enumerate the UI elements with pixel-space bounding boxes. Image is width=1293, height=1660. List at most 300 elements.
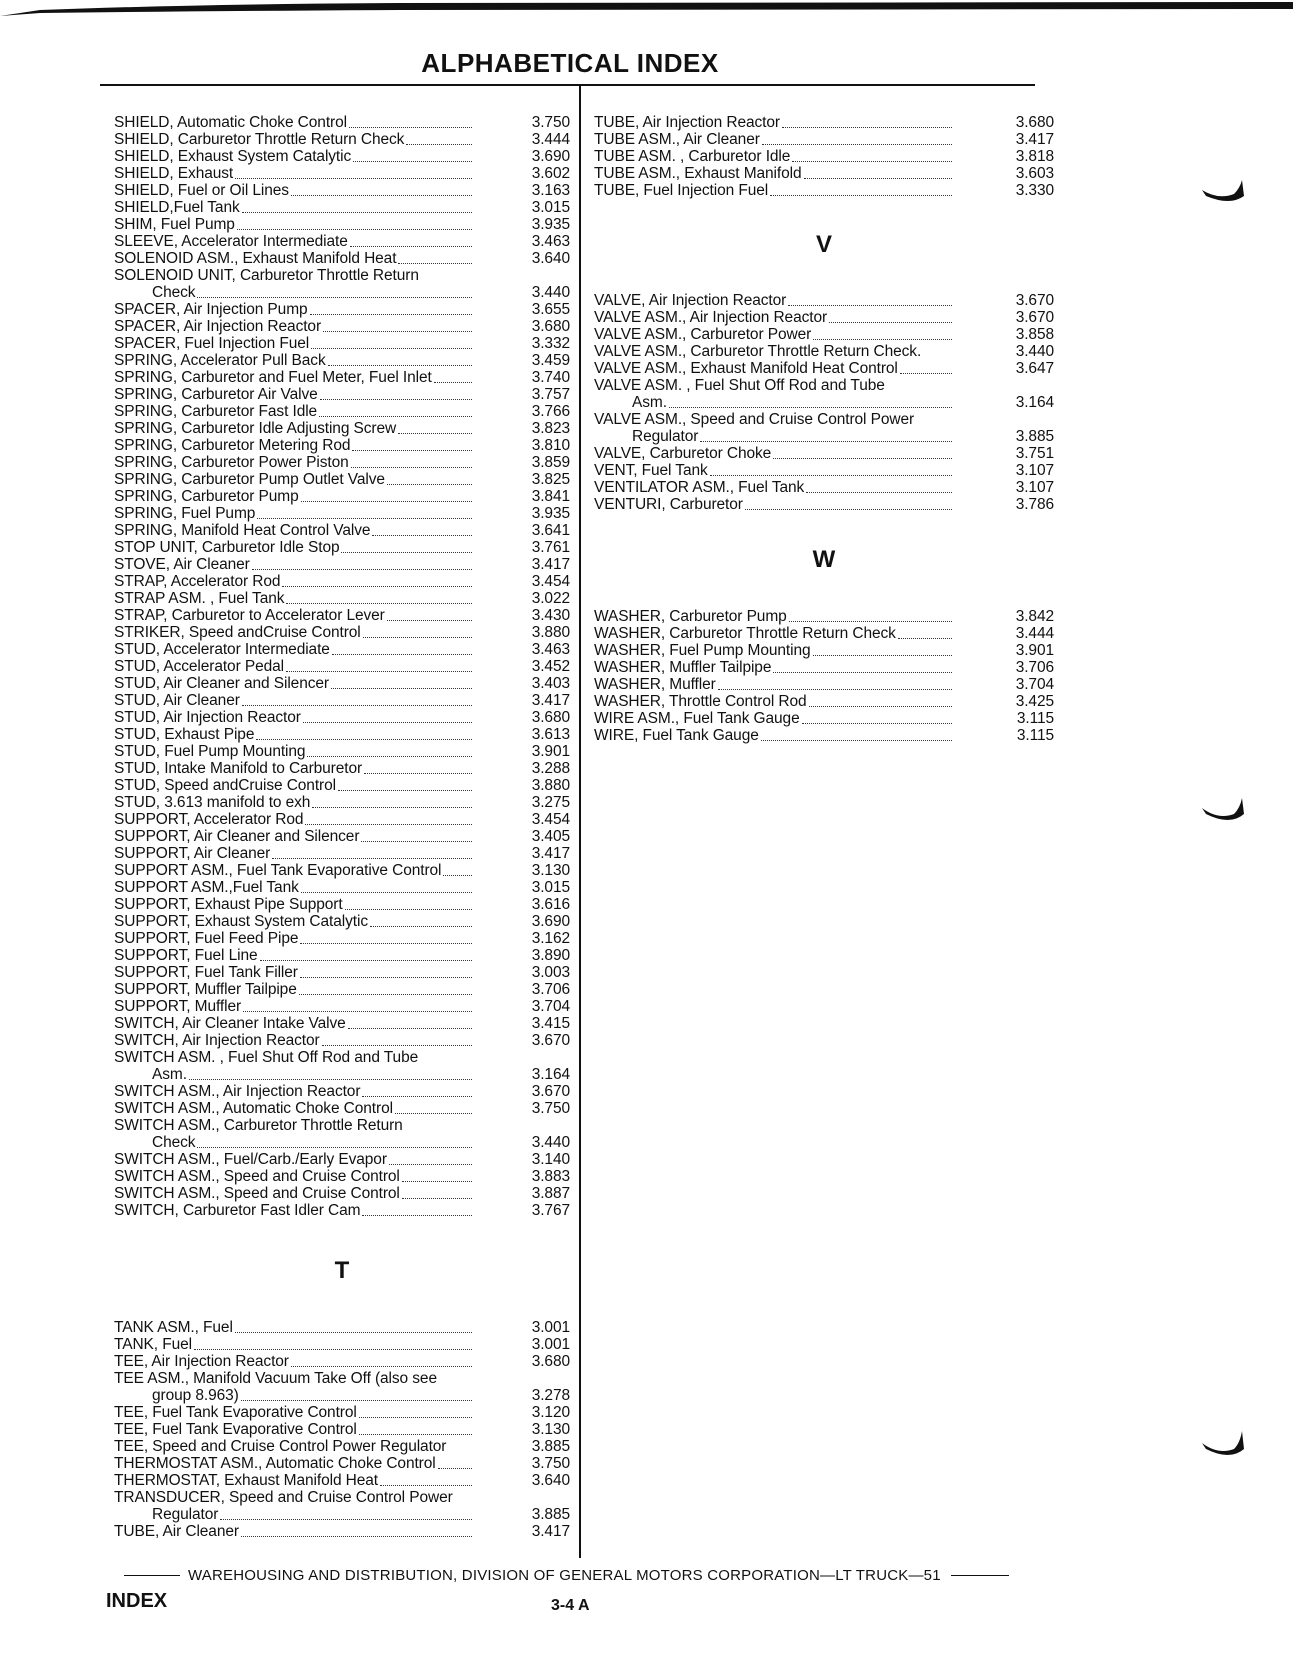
entry-page-ref: 3.415 xyxy=(531,1015,570,1032)
leader-dots xyxy=(364,772,472,774)
entry-page-ref: 3.670 xyxy=(1015,309,1054,326)
entry-name: STOP UNIT, Carburetor Idle Stop xyxy=(114,539,340,556)
entry-page-ref: 3.890 xyxy=(531,947,570,964)
entry-page-ref: 3.001 xyxy=(531,1336,570,1353)
leader-dots xyxy=(257,517,472,519)
index-entry xyxy=(114,794,570,811)
entry-name: STUD, Accelerator Pedal xyxy=(114,658,284,675)
index-entry xyxy=(594,411,1054,445)
leader-dots xyxy=(303,721,472,723)
index-entry xyxy=(594,148,1054,165)
leader-dots xyxy=(345,908,472,910)
entry-page-ref: 3.641 xyxy=(531,522,570,539)
entry-name: VENTURI, Carburetor xyxy=(594,496,743,513)
index-entry xyxy=(594,710,1054,727)
index-entry xyxy=(114,403,570,420)
entry-name: SPRING, Carburetor Power Piston xyxy=(114,454,349,471)
leader-dots xyxy=(331,687,472,689)
entry-page-ref: 3.417 xyxy=(531,692,570,709)
entry-name-wrap xyxy=(114,369,474,386)
entry-name: STUD, Accelerator Intermediate xyxy=(114,641,330,658)
entry-page-ref: 3.786 xyxy=(1015,496,1054,513)
entry-page-ref: 3.107 xyxy=(1015,479,1054,496)
leader-dots xyxy=(189,1078,472,1080)
entry-name-wrap xyxy=(594,676,954,693)
entry-name-wrap xyxy=(114,675,474,692)
entry-name-wrap xyxy=(114,114,474,131)
entry-name-wrap xyxy=(114,1421,474,1438)
leader-dots xyxy=(773,457,952,459)
entry-name: STRAP ASM. , Fuel Tank xyxy=(114,590,285,607)
entry-name-wrap xyxy=(114,811,474,828)
leader-dots xyxy=(353,160,472,162)
entry-name: SHIM, Fuel Pump xyxy=(114,216,235,233)
entry-page-ref: 3.115 xyxy=(1016,710,1054,727)
entry-name-continuation: Regulator xyxy=(632,428,699,445)
leader-dots xyxy=(669,406,952,408)
entry-name: SHIELD, Carburetor Throttle Return Check xyxy=(114,131,405,148)
entry-name: SPRING, Carburetor Fast Idle xyxy=(114,403,318,420)
entry-name: SUPPORT ASM.,Fuel Tank xyxy=(114,879,299,896)
entry-page-ref: 3.015 xyxy=(531,879,570,896)
entry-name-wrap xyxy=(114,845,474,862)
entry-name: STUD, Speed andCruise Control xyxy=(114,777,336,794)
entry-name-wrap xyxy=(114,1032,474,1049)
leader-dots xyxy=(762,143,952,145)
index-entry xyxy=(114,114,570,131)
index-entry xyxy=(114,709,570,726)
entry-name-wrap xyxy=(594,148,954,165)
leader-dots xyxy=(301,891,472,893)
page-title: ALPHABETICAL INDEX xyxy=(421,48,719,78)
leader-dots xyxy=(341,551,472,553)
index-entry xyxy=(114,879,570,896)
footer-index-label: INDEX xyxy=(106,1590,168,1612)
index-entry xyxy=(114,726,570,743)
entry-name: SHIELD, Exhaust xyxy=(114,165,234,182)
index-entry xyxy=(114,1472,570,1489)
entry-name: SUPPORT, Exhaust Pipe Support xyxy=(114,896,343,913)
entry-name: STUD, Fuel Pump Mounting xyxy=(114,743,306,760)
entry-page-ref: 3.647 xyxy=(1015,360,1054,377)
entry-page-ref: 3.859 xyxy=(531,454,570,471)
entry-name-wrap xyxy=(114,318,474,335)
entry-name: SHIELD, Fuel or Oil Lines xyxy=(114,182,289,199)
leader-dots xyxy=(320,398,472,400)
entry-name-continuation: Check xyxy=(152,284,196,301)
index-entry xyxy=(114,318,570,335)
entry-name-continuation: Asm. xyxy=(632,394,667,411)
index-entry xyxy=(114,488,570,505)
entry-name: TUBE ASM., Air Cleaner xyxy=(594,131,760,148)
entry-name: SHIELD, Automatic Choke Control xyxy=(114,114,347,131)
entry-name-wrap xyxy=(114,1049,474,1083)
leader-dots xyxy=(256,738,472,740)
entry-name: SOLENOID ASM., Exhaust Manifold Heat xyxy=(114,250,397,267)
entry-page-ref: 3.880 xyxy=(531,777,570,794)
entry-page-ref: 3.680 xyxy=(531,1353,570,1370)
index-entry xyxy=(594,693,1054,710)
leader-dots xyxy=(235,1331,472,1333)
entry-name-wrap xyxy=(114,1083,474,1100)
leader-dots xyxy=(362,1095,472,1097)
leader-dots xyxy=(220,1518,472,1520)
entry-page-ref: 3.162 xyxy=(531,930,570,947)
leader-dots xyxy=(898,637,952,639)
index-entry xyxy=(594,182,1054,199)
entry-name: SPRING, Carburetor and Fuel Meter, Fuel Inlet xyxy=(114,369,432,386)
entry-name: SPACER, Air Injection Reactor xyxy=(114,318,322,335)
index-entry xyxy=(114,1168,570,1185)
entry-name-wrap xyxy=(114,1015,474,1032)
entry-page-ref: 3.655 xyxy=(531,301,570,318)
entry-name-wrap xyxy=(114,913,474,930)
entry-page-ref: 3.690 xyxy=(531,148,570,165)
leader-dots xyxy=(829,321,952,323)
entry-page-ref: 3.613 xyxy=(531,726,570,743)
entry-page-ref: 3.454 xyxy=(531,573,570,590)
entry-page-ref: 3.444 xyxy=(1015,625,1054,642)
entry-name: TRANSDUCER, Speed and Cruise Control Power xyxy=(114,1489,453,1506)
entry-page-ref: 3.164 xyxy=(531,1066,570,1083)
entry-page-ref: 3.885 xyxy=(1015,428,1054,445)
w-entries-section xyxy=(594,608,1054,744)
entry-page-ref: 3.417 xyxy=(531,845,570,862)
entry-name: VALVE ASM., Speed and Cruise Control Power xyxy=(594,411,915,428)
entry-page-ref: 3.880 xyxy=(531,624,570,641)
leader-dots xyxy=(197,296,472,298)
entry-name-continuation: Regulator xyxy=(152,1506,219,1523)
entry-name-wrap xyxy=(114,471,474,488)
entry-page-ref: 3.440 xyxy=(531,284,570,301)
leader-dots xyxy=(900,372,952,374)
leader-dots xyxy=(322,1044,472,1046)
index-entry xyxy=(594,165,1054,182)
leader-dots xyxy=(307,755,472,757)
index-entry xyxy=(114,301,570,318)
entry-name: SUPPORT, Accelerator Rod xyxy=(114,811,304,828)
index-entry xyxy=(114,352,570,369)
entry-name-wrap xyxy=(114,896,474,913)
entry-name: TEE ASM., Manifold Vacuum Take Off (also see xyxy=(114,1370,437,1387)
entry-page-ref: 3.640 xyxy=(531,250,570,267)
entry-name: STUD, Exhaust Pipe xyxy=(114,726,255,743)
entry-name-wrap xyxy=(594,165,954,182)
entry-page-ref: 3.766 xyxy=(531,403,570,420)
index-entry xyxy=(114,1489,570,1523)
entry-name-wrap xyxy=(114,267,474,301)
entry-name-wrap xyxy=(114,879,474,896)
entry-page-ref: 3.463 xyxy=(531,641,570,658)
leader-dots xyxy=(387,619,472,621)
index-entry xyxy=(594,727,1054,744)
entry-name: WASHER, Muffler Tailpipe xyxy=(594,659,772,676)
entry-name-wrap xyxy=(114,760,474,777)
entry-name: SPRING, Carburetor Pump xyxy=(114,488,299,505)
leader-dots xyxy=(380,1484,472,1486)
t-entries-continued-section xyxy=(594,114,1054,199)
entry-name-wrap xyxy=(114,454,474,471)
entry-name-wrap xyxy=(114,1100,474,1117)
leader-dots xyxy=(300,976,472,978)
index-entry xyxy=(594,608,1054,625)
column-divider xyxy=(579,86,581,1558)
entry-page-ref: 3.278 xyxy=(531,1387,570,1404)
leader-dots xyxy=(237,228,472,230)
leader-dots xyxy=(745,508,952,510)
entry-page-ref: 3.825 xyxy=(531,471,570,488)
entry-page-ref: 3.603 xyxy=(1015,165,1054,182)
entry-name: SWITCH ASM., Speed and Cruise Control xyxy=(114,1168,400,1185)
v-entries-section xyxy=(594,292,1054,513)
entry-page-ref: 3.115 xyxy=(1016,727,1054,744)
entry-page-ref: 3.680 xyxy=(1015,114,1054,131)
leader-dots xyxy=(773,671,952,673)
entry-page-ref: 3.430 xyxy=(531,607,570,624)
entry-name-wrap xyxy=(114,862,474,879)
entry-page-ref: 3.757 xyxy=(531,386,570,403)
entry-page-ref: 3.452 xyxy=(531,658,570,675)
leader-dots xyxy=(434,381,472,383)
leader-dots xyxy=(710,474,952,476)
entry-name-wrap xyxy=(114,1489,474,1523)
entry-name: SWITCH ASM., Air Injection Reactor xyxy=(114,1083,361,1100)
entry-name: VALVE ASM., Air Injection Reactor xyxy=(594,309,828,326)
entry-name-wrap xyxy=(114,1336,474,1353)
section-heading-t: T xyxy=(334,1257,350,1284)
index-entry xyxy=(594,343,1054,360)
entry-name-wrap xyxy=(114,1438,474,1455)
entry-name-wrap xyxy=(114,420,474,437)
entry-name-wrap xyxy=(114,505,474,522)
index-entry xyxy=(594,360,1054,377)
entry-name-wrap xyxy=(594,496,954,513)
entry-name: VALVE, Air Injection Reactor xyxy=(594,292,787,309)
entry-page-ref: 3.417 xyxy=(1015,131,1054,148)
entry-name: SWITCH ASM., Automatic Choke Control xyxy=(114,1100,393,1117)
index-entry xyxy=(114,471,570,488)
index-entry xyxy=(114,267,570,301)
entry-name-wrap xyxy=(114,1185,474,1202)
entry-name: SPACER, Fuel Injection Fuel xyxy=(114,335,310,352)
entry-page-ref: 3.704 xyxy=(531,998,570,1015)
footer-credit xyxy=(124,1567,1054,1584)
entry-name: SWITCH ASM., Speed and Cruise Control xyxy=(114,1185,400,1202)
entry-name: SPRING, Carburetor Idle Adjusting Screw xyxy=(114,420,397,437)
entry-name: STOVE, Air Cleaner xyxy=(114,556,250,573)
leader-dots xyxy=(363,636,472,638)
index-entry xyxy=(114,1185,570,1202)
index-entry xyxy=(114,590,570,607)
binder-ring-mark xyxy=(1200,170,1250,210)
entry-page-ref: 3.164 xyxy=(1015,394,1054,411)
entry-name: TEE, Fuel Tank Evaporative Control xyxy=(114,1421,357,1438)
entry-page-ref: 3.640 xyxy=(531,1472,570,1489)
entry-page-ref: 3.706 xyxy=(531,981,570,998)
entry-page-ref: 3.003 xyxy=(531,964,570,981)
entry-page-ref: 3.810 xyxy=(531,437,570,454)
entry-page-ref: 3.901 xyxy=(531,743,570,760)
entry-page-ref: 3.670 xyxy=(531,1032,570,1049)
entry-name: THERMOSTAT, Exhaust Manifold Heat xyxy=(114,1472,379,1489)
entry-page-ref: 3.015 xyxy=(531,199,570,216)
entry-name: SUPPORT, Air Cleaner and Silencer xyxy=(114,828,360,845)
entry-name: VENTILATOR ASM., Fuel Tank xyxy=(594,479,805,496)
entry-page-ref: 3.767 xyxy=(531,1202,570,1219)
index-entry xyxy=(114,1049,570,1083)
entry-name-wrap xyxy=(114,539,474,556)
entry-name: SUPPORT, Air Cleaner xyxy=(114,845,271,862)
index-entry xyxy=(114,607,570,624)
leader-dots xyxy=(370,925,472,927)
leader-dots xyxy=(286,670,472,672)
leader-dots xyxy=(700,440,952,442)
s-entries-section xyxy=(114,114,570,1219)
footer-page-number: 3-4 A xyxy=(551,1597,590,1614)
entry-name: SUPPORT ASM., Fuel Tank Evaporative Control xyxy=(114,862,442,879)
index-entry xyxy=(114,998,570,1015)
entry-name-wrap xyxy=(114,1472,474,1489)
index-entry xyxy=(114,1015,570,1032)
entry-name: TANK, Fuel xyxy=(114,1336,192,1353)
footer-dash-left xyxy=(124,1575,180,1577)
entry-name: SWITCH ASM., Fuel/Carb./Early Evapor xyxy=(114,1151,387,1168)
leader-dots xyxy=(348,1027,472,1029)
entry-name: SWITCH, Carburetor Fast Idler Cam xyxy=(114,1202,361,1219)
leader-dots xyxy=(312,806,472,808)
entry-page-ref: 3.330 xyxy=(1015,182,1054,199)
top-edge-rule xyxy=(0,0,1293,16)
index-entry xyxy=(594,445,1054,462)
leader-dots xyxy=(242,704,472,706)
index-entry xyxy=(114,250,570,267)
entry-name-wrap xyxy=(594,411,954,445)
binder-ring-mark xyxy=(1200,1425,1250,1465)
entry-name: STUD, Intake Manifold to Carburetor xyxy=(114,760,363,777)
entry-page-ref: 3.405 xyxy=(531,828,570,845)
entry-page-ref: 3.750 xyxy=(531,1100,570,1117)
entry-page-ref: 3.680 xyxy=(531,709,570,726)
leader-dots xyxy=(338,789,472,791)
index-entry xyxy=(114,454,570,471)
index-entry xyxy=(594,292,1054,309)
entry-page-ref: 3.440 xyxy=(531,1134,570,1151)
entry-name: TUBE, Air Injection Reactor xyxy=(594,114,780,131)
entry-name: SUPPORT, Fuel Feed Pipe xyxy=(114,930,299,947)
entry-page-ref: 3.120 xyxy=(531,1404,570,1421)
entry-name: SHIELD,Fuel Tank xyxy=(114,199,240,216)
entry-name-wrap xyxy=(594,625,954,642)
entry-page-ref: 3.001 xyxy=(531,1319,570,1336)
left-column xyxy=(114,114,570,1540)
leader-dots xyxy=(260,959,472,961)
leader-dots xyxy=(761,739,952,741)
entry-name-wrap xyxy=(114,250,474,267)
entry-page-ref: 3.935 xyxy=(531,505,570,522)
entry-name: VALVE ASM., Carburetor Power xyxy=(594,326,812,343)
entry-page-ref: 3.670 xyxy=(1015,292,1054,309)
index-entry xyxy=(594,676,1054,693)
leader-dots xyxy=(243,1010,472,1012)
leader-dots xyxy=(402,1197,472,1199)
leader-dots xyxy=(291,1365,472,1367)
leader-dots xyxy=(242,211,472,213)
entry-name: SUPPORT, Fuel Line xyxy=(114,947,258,964)
leader-dots xyxy=(300,942,472,944)
entry-name: WASHER, Muffler xyxy=(594,676,716,693)
index-entry xyxy=(114,1353,570,1370)
entry-name-wrap xyxy=(114,131,474,148)
footer-credit-text: WAREHOUSING AND DISTRIBUTION, DIVISION OF GENERAL MOTORS CORPORATION—LT TRUCK—51 xyxy=(188,1567,941,1584)
entry-name-wrap xyxy=(594,479,954,496)
entry-name-wrap xyxy=(594,727,954,744)
index-entry xyxy=(114,658,570,675)
index-entry xyxy=(114,930,570,947)
entry-name: STUD, 3.613 manifold to exh xyxy=(114,794,311,811)
index-entry xyxy=(114,182,570,199)
leader-dots xyxy=(770,194,952,196)
entry-name-wrap xyxy=(114,777,474,794)
entry-name: TUBE, Fuel Injection Fuel xyxy=(594,182,769,199)
leader-dots xyxy=(792,160,952,162)
leader-dots xyxy=(443,874,472,876)
entry-page-ref: 3.332 xyxy=(531,335,570,352)
entry-name-wrap xyxy=(114,692,474,709)
entry-name-wrap xyxy=(114,335,474,352)
entry-name-wrap xyxy=(594,710,954,727)
index-entry xyxy=(114,641,570,658)
entry-page-ref: 3.275 xyxy=(531,794,570,811)
entry-name: TEE, Speed and Cruise Control Power Regulator xyxy=(114,1438,447,1455)
index-entry xyxy=(114,760,570,777)
leader-dots xyxy=(402,1180,472,1182)
entry-page-ref: 3.417 xyxy=(531,1523,570,1540)
entry-name-wrap xyxy=(594,309,954,326)
entry-name-wrap xyxy=(594,642,954,659)
leader-dots xyxy=(804,177,953,179)
entry-name-continuation: Asm. xyxy=(152,1066,187,1083)
entry-name-wrap xyxy=(114,301,474,318)
entry-name-wrap xyxy=(594,693,954,710)
index-entry xyxy=(114,233,570,250)
entry-name-wrap xyxy=(594,114,954,131)
entry-page-ref: 3.750 xyxy=(531,114,570,131)
entry-name-wrap xyxy=(594,343,954,360)
entry-name-wrap xyxy=(114,641,474,658)
entry-name: SUPPORT, Fuel Tank Filler xyxy=(114,964,298,981)
index-entry xyxy=(114,1202,570,1219)
entry-name-wrap xyxy=(114,148,474,165)
entry-name-wrap xyxy=(594,131,954,148)
index-entry xyxy=(594,326,1054,343)
entry-page-ref: 3.425 xyxy=(1015,693,1054,710)
index-entry xyxy=(114,845,570,862)
entry-name-continuation: group 8.963) xyxy=(152,1387,239,1404)
entry-name: SPRING, Carburetor Metering Rod xyxy=(114,437,351,454)
entry-name: SPRING, Manifold Heat Control Valve xyxy=(114,522,371,539)
entry-page-ref: 3.935 xyxy=(531,216,570,233)
entry-name-wrap xyxy=(114,216,474,233)
index-entry xyxy=(114,539,570,556)
entry-page-ref: 3.403 xyxy=(531,675,570,692)
entry-page-ref: 3.885 xyxy=(531,1506,570,1523)
leader-dots xyxy=(241,1535,472,1537)
entry-name-wrap xyxy=(114,1353,474,1370)
index-entry xyxy=(114,964,570,981)
entry-page-ref: 3.761 xyxy=(531,539,570,556)
entry-name-wrap xyxy=(114,947,474,964)
index-entry xyxy=(594,659,1054,676)
